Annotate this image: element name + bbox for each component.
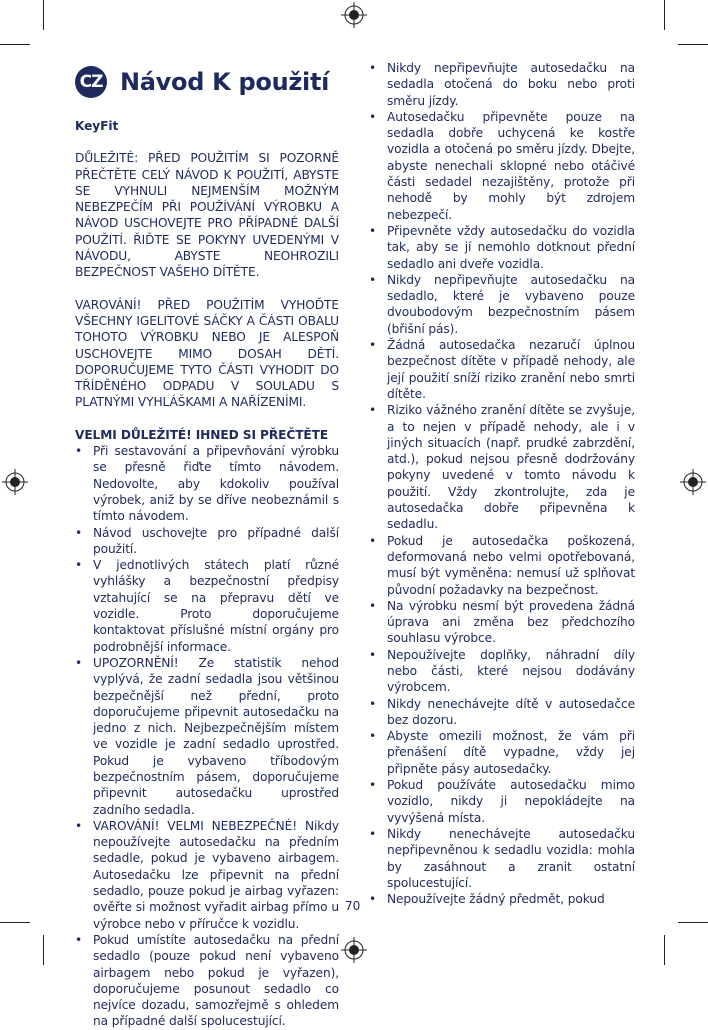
- language-badge: CZ: [75, 66, 107, 98]
- registration-mark-icon: [341, 2, 367, 28]
- page-title: Návod K použití: [120, 68, 330, 96]
- list-item: • Nepoužívejte žádný předmět, pokud: [369, 891, 635, 907]
- crop-mark: [678, 44, 708, 45]
- registration-mark-icon: [680, 469, 706, 495]
- list-item: • Žádná autosedačka nezaručí úplnou bezpečnost dítěte v případě nehody, ale její použití sníží riziko zranění nebo smrti dítěte.: [369, 337, 635, 402]
- crop-mark: [43, 935, 44, 965]
- list-item: • Nikdy nenechávejte autosedačku nepřipevněnou k sedadlu vozidla: mohla by zasáhnout a zranit ostatní spolucestující.: [369, 826, 635, 891]
- warning-notice: VAROVÁNÍ! PŘED POUŽITÍM VYHOĎTE VŠECHNY IGELITOVÉ SÁČKY A ČÁSTI OBALU TOHOTO VÝROBKU NEBO JE ALESPOŇ USCHOVEJTE MIMO DOSAH DĚTÍ. DOPORUČUJEME TYTO ČÁSTI VYHODIT DO TŘÍDĚNÉHO ODPADU V SOULADU S PLATNÝMI VYHLÁŠKAMI A NAŘÍZENÍMI.: [75, 297, 339, 410]
- crop-mark: [678, 922, 708, 923]
- list-item: • Autosedačku připevněte pouze na sedadla dobře uchycená ke kostře vozidla a otočená po směru jízdy. Dbejte, abyste nenechali sklopné nebo otáčivé části sedadel nezajištěny, protože při nehodě by mohly být zdrojem nebezpečí.: [369, 109, 635, 223]
- registration-mark-icon: [341, 937, 367, 963]
- list-item: • Pokud je autosedačka poškozená, deformovaná nebo velmi opotřebovaná, musí být vyměněna: nemusí už splňovat původní požadavky na bezpečnost.: [369, 533, 635, 598]
- list-item: • VAROVÁNÍ! VELMI NEBEZPEČNÉ! Nikdy nepoužívejte autosedačku na předním sedadle, pokud je vybaveno airbagem. Autosedačku lze připevnit na přední sedadlo, pouze pokud je airbag vyřazen: ověřte si možnost vyřadit airbag přímo u výrobce nebo v příručce k vozidlu.: [75, 818, 339, 932]
- crop-mark: [43, 0, 44, 30]
- list-item: • Riziko vážného zranění dítěte se zvyšuje, a to nejen v případě nehody, ale i v jiných situacích (např. prudké zabrzdění, atd.), pokud nejsou přesně dodržovány pokyny uvedené v tomto návodu k použití. Vždy zkontrolujte, zda je autosedačka dobře připevněna k sedadlu.: [369, 402, 635, 532]
- list-item: • Na výrobku nesmí být provedena žádná úprava ani změna bez předchozího souhlasu výrobce.: [369, 598, 635, 647]
- right-bullet-list: [369, 60, 635, 907]
- section-heading: VELMI DŮLEŽITÉ! IHNED SI PŘEČTĚTE: [75, 427, 329, 442]
- important-notice: DŮLEŽITÉ: PŘED POUŽITÍM SI POZORNĚ PŘEČTĚTE CELÝ NÁVOD K POUŽITÍ, ABYSTE SE VYHNULI NEJMENŠÍM MOŽNÝM NEBEZPEČÍM PŘI POUŽÍVÁNÍ VÝROBKU A NÁVOD USCHOVEJTE PRO PŘÍPADNÉ DALŠÍ POUŽITÍ. ŘIĎTE SE POKYNY UVEDENÝMI V NÁVODU, ABYSTE NEOHROZILI BEZPEČNOST VAŠEHO DÍTĚTE.: [75, 151, 339, 280]
- list-item: • Nikdy nepřipevňujte autosedačku na sedadlo, které je vybaveno pouze dvoubodovým bezpečnostním pásem (břišní pás).: [369, 272, 635, 337]
- left-column: [75, 118, 339, 1030]
- product-name: KeyFit: [75, 119, 119, 133]
- list-item: • Pokud používáte autosedačku mimo vozidlo, nikdy ji nepokládejte na vyvýšená místa.: [369, 777, 635, 826]
- left-bullet-list: [75, 443, 339, 1030]
- list-item: • Nikdy nepřipevňujte autosedačku na sedadla otočená do boku nebo proti směru jízdy.: [369, 60, 635, 109]
- right-column: [369, 60, 635, 907]
- crop-mark: [664, 0, 665, 30]
- page-number: 70: [345, 899, 361, 913]
- list-item: • Abyste omezili možnost, že vám při přenášení dítě vypadne, vždy jej připněte pásy autosedačky.: [369, 728, 635, 777]
- list-item: • Návod uschovejte pro případné další použití.: [75, 525, 339, 558]
- list-item: • Připevněte vždy autosedačku do vozidla tak, aby se jí nemohlo dotknout přední sedadlo ani dveře vozidla.: [369, 223, 635, 272]
- crop-mark: [0, 922, 30, 923]
- list-item: • Nikdy nenechávejte dítě v autosedačce bez dozoru.: [369, 696, 635, 729]
- list-item: • Pokud umístíte autosedačku na přední sedadlo (pouze pokud není vybaveno airbagem nebo pokud je vyřazen), doporučujeme posunout sedadlo co nejvíce dozadu, samozřejmě s ohledem na případné další spolucestující.: [75, 932, 339, 1030]
- list-item: • Při sestavování a připevňování výrobku se přesně řiďte tímto návodem. Nedovolte, aby kdokoliv používal výrobek, aniž by se dříve neobeznámil s tímto návodem.: [75, 443, 339, 524]
- list-item: • V jednotlivých státech platí různé vyhlášky a bezpečnostní předpisy vztahující se na přepravu dětí ve vozidle. Proto doporučujeme kontaktovat příslušné místní orgány pro podrobnější informace.: [75, 557, 339, 655]
- crop-mark: [664, 935, 665, 965]
- registration-mark-icon: [2, 469, 28, 495]
- list-item: • Nepoužívejte doplňky, náhradní díly nebo části, které nejsou dodávány výrobcem.: [369, 647, 635, 696]
- list-item: • UPOZORNĚNÍ! Ze statistik nehod vyplývá, že zadní sedadla jsou většinou bezpečnější než přední, proto doporučujeme připevnit autosedačku na jedno z nich. Nejbezpečnějším místem ve vozidle je zadní sedadlo uprostřed. Pokud je vybaveno tříbodovým bezpečnostním pásem, doporučujeme připevnit autosedačku uprostřed zadního sedadla.: [75, 655, 339, 818]
- crop-mark: [0, 44, 30, 45]
